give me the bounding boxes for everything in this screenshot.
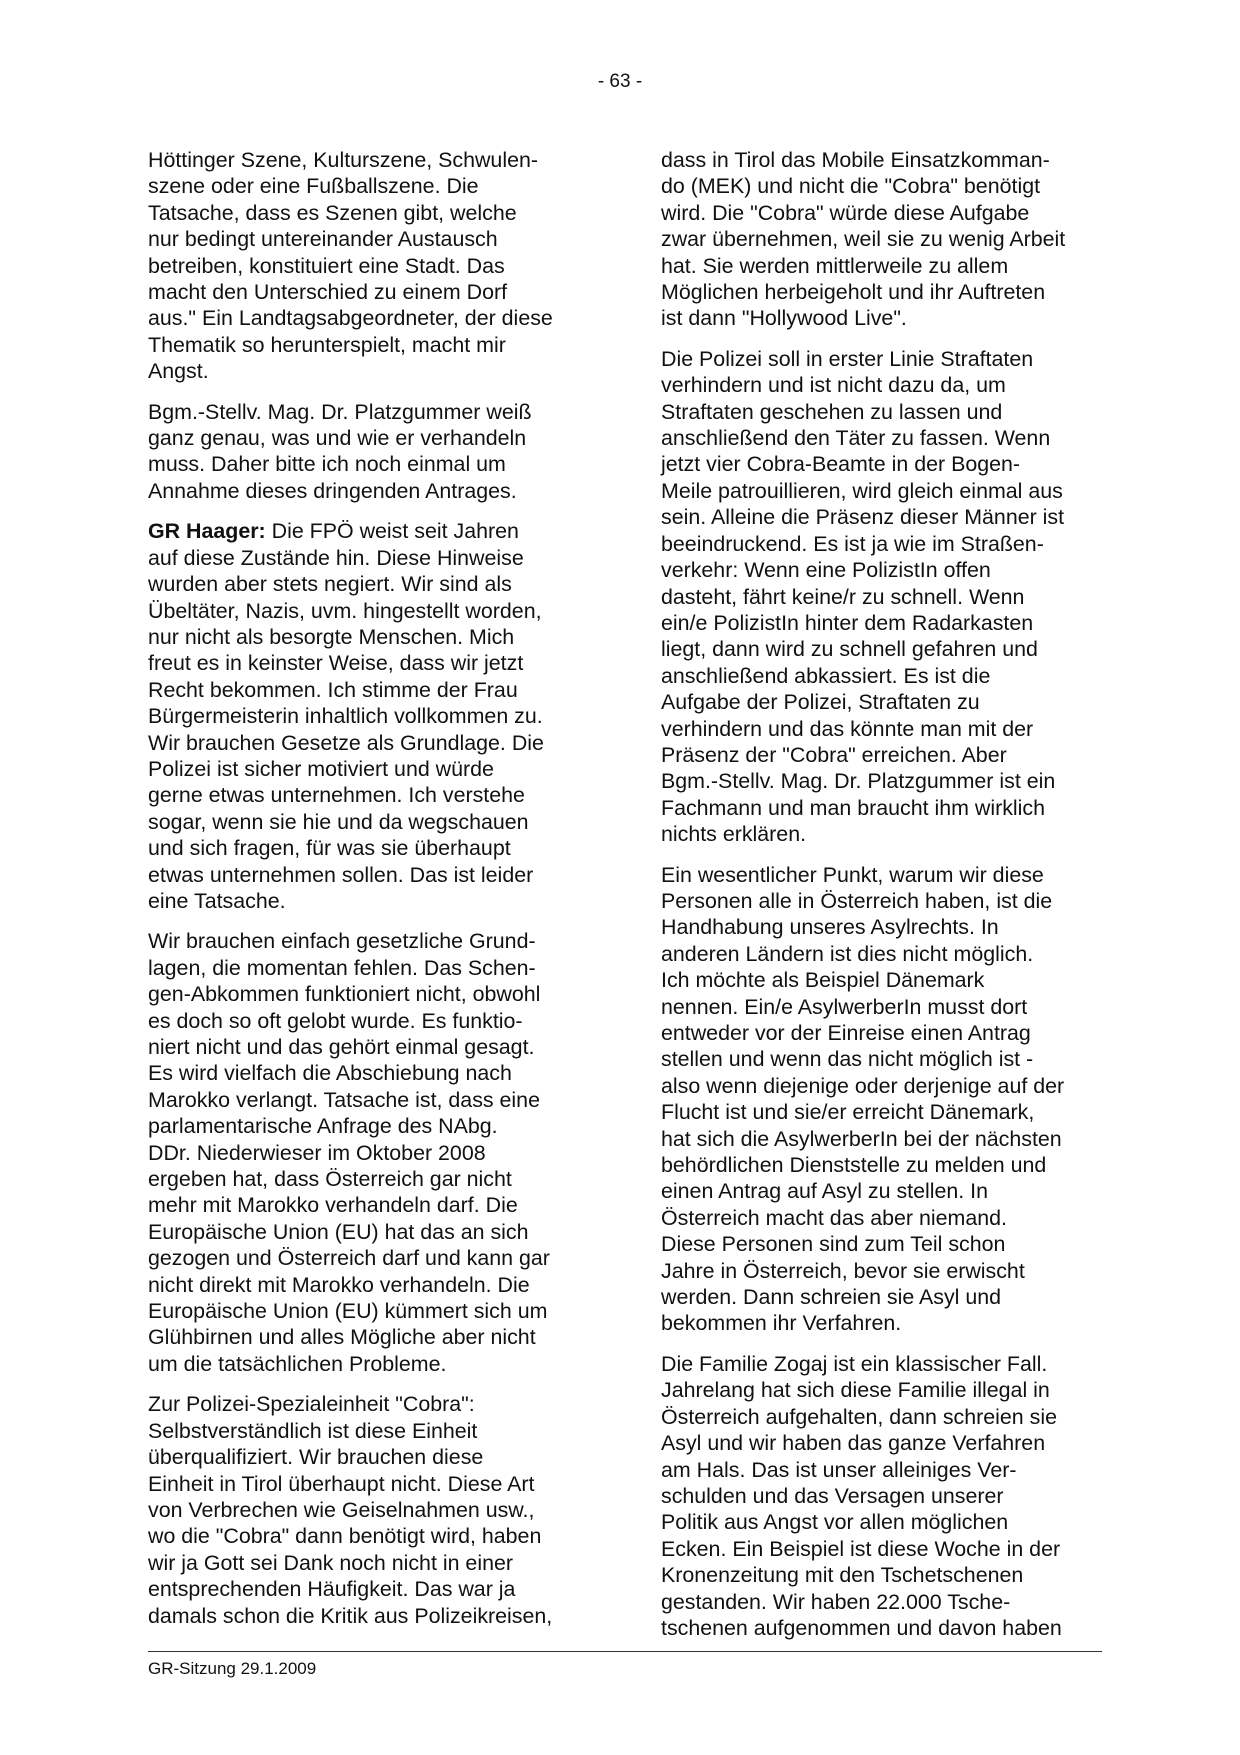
speaker-name: GR Haager:	[148, 519, 266, 544]
text-line: auf diese Zustände hin. Diese Hinweise	[148, 545, 524, 570]
text-line: Bgm.-Stellv. Mag. Dr. Platzgummer weiß	[148, 399, 532, 424]
text-line: anschließend abkassiert. Es ist die	[661, 663, 991, 688]
text-line: anschließend den Täter zu fassen. Wenn	[661, 426, 1051, 451]
text-line: dasteht, fährt keine/r zu schnell. Wenn	[661, 584, 1025, 609]
text-line: Straftaten geschehen zu lassen und	[661, 399, 1003, 424]
text-line: Österreich macht das aber niemand.	[661, 1205, 1007, 1230]
text-line: Ecken. Ein Beispiel ist diese Woche in der	[661, 1536, 1061, 1561]
paragraph	[148, 928, 596, 1377]
text-line: wir ja Gott sei Dank noch nicht in einer	[148, 1550, 513, 1575]
text-line: Europäische Union (EU) hat das an sich	[148, 1219, 529, 1244]
text-line: liegt, dann wird zu schnell gefahren und	[661, 637, 1038, 662]
text-line-rest: Die FPÖ weist seit Jahren	[265, 519, 519, 544]
text-line: stellen und wenn das nicht möglich ist -	[661, 1047, 1034, 1072]
paragraph	[148, 147, 596, 385]
text-line: Diese Personen sind zum Teil schon	[661, 1232, 1006, 1257]
text-line: Meile patrouillieren, wird gleich einmal aus	[661, 478, 1063, 503]
right-column	[661, 147, 1109, 1655]
text-line: wo die "Cobra" dann benötigt wird, haben	[148, 1524, 542, 1549]
text-line: ergeben hat, dass Österreich gar nicht	[148, 1167, 512, 1192]
paragraph	[661, 346, 1109, 848]
text-line: freut es in keinster Weise, dass wir jetzt	[148, 651, 524, 676]
text-line: gezogen und Österreich darf und kann gar	[148, 1246, 550, 1271]
paragraph	[661, 862, 1109, 1337]
text-line: etwas unternehmen sollen. Das ist leider	[148, 862, 534, 887]
text-line: wurden aber stets negiert. Wir sind als	[148, 572, 512, 597]
text-line: betreiben, konstituiert eine Stadt. Das	[148, 253, 505, 278]
text-line: also wenn diejenige oder derjenige auf der	[661, 1073, 1065, 1098]
text-line: einen Antrag auf Asyl zu stellen. In	[661, 1179, 989, 1204]
text-line: Präsenz der "Cobra" erreichen. Aber	[661, 742, 1007, 767]
text-line: entsprechenden Häufigkeit. Das war ja	[148, 1577, 516, 1602]
text-line: ein/e PolizistIn hinter dem Radarkasten	[661, 610, 1034, 635]
text-line: Aufgabe der Polizei, Straftaten zu	[661, 690, 980, 715]
text-line: Asyl und wir haben das ganze Verfahren	[661, 1431, 1046, 1456]
text-line: verkehr: Wenn eine PolizistIn offen	[661, 558, 991, 583]
text-line: Kronenzeitung mit den Tschetschenen	[661, 1563, 1024, 1588]
text-line: und sich fragen, für was sie überhaupt	[148, 836, 511, 861]
text-line: Tatsache, dass es Szenen gibt, welche	[148, 200, 517, 225]
text-line: Flucht ist und sie/er erreicht Dänemark,	[661, 1100, 1035, 1125]
text-line: gerne etwas unternehmen. Ich verstehe	[148, 783, 525, 808]
text-line: hat. Sie werden mittlerweile zu allem	[661, 253, 1009, 278]
text-line: Ich möchte als Beispiel Dänemark	[661, 968, 985, 993]
text-line: Handhabung unseres Asylrechts. In	[661, 915, 999, 940]
text-line: überqualifiziert. Wir brauchen diese	[148, 1445, 484, 1470]
text-line: sogar, wenn sie hie und da wegschauen	[148, 809, 529, 834]
text-line: jetzt vier Cobra-Beamte in der Bogen-	[661, 452, 1021, 477]
text-line: Thematik so herunterspielt, macht mir	[148, 332, 506, 357]
text-line: nichts erklären.	[661, 822, 807, 847]
text-line: nur bedingt untereinander Austausch	[148, 227, 498, 252]
text-line: aus." Ein Landtagsabgeordneter, der diese	[148, 306, 553, 331]
text-line: anderen Ländern ist dies nicht möglich.	[661, 941, 1034, 966]
text-line: eine Tatsache.	[148, 888, 286, 913]
text-line: sein. Alleine die Präsenz dieser Männer ist	[661, 505, 1065, 530]
text-line: Wir brauchen einfach gesetzliche Grund-	[148, 929, 536, 954]
text-line: damals schon die Kritik aus Polizeikreisen,	[148, 1603, 553, 1628]
text-line: Europäische Union (EU) kümmert sich um	[148, 1299, 548, 1324]
text-line: Angst.	[148, 359, 209, 384]
text-line: gestanden. Wir haben 22.000 Tsche-	[661, 1589, 1011, 1614]
text-line: parlamentarische Anfrage des NAbg.	[148, 1114, 498, 1139]
text-line: Recht bekommen. Ich stimme der Frau	[148, 677, 518, 702]
text-line: Polizei ist sicher motiviert und würde	[148, 756, 494, 781]
paragraph	[148, 399, 596, 505]
text-line: Möglichen herbeigeholt und ihr Auftreten	[661, 280, 1046, 305]
text-line: Glühbirnen und alles Mögliche aber nicht	[148, 1325, 536, 1350]
text-line: bekommen ihr Verfahren.	[661, 1311, 902, 1336]
text-line: werden. Dann schreien sie Asyl und	[661, 1285, 1002, 1310]
text-line: hat sich die AsylwerberIn bei der nächsten	[661, 1126, 1062, 1151]
left-column	[148, 147, 596, 1643]
text-line: Jahrelang hat sich diese Familie illegal in	[661, 1378, 1050, 1403]
text-line: mehr mit Marokko verhandeln darf. Die	[148, 1193, 518, 1218]
text-line: verhindern und das könnte man mit der	[661, 716, 1034, 741]
text-line	[148, 518, 596, 544]
text-line: Bürgermeisterin inhaltlich vollkommen zu.	[148, 704, 543, 729]
paragraph	[148, 518, 596, 914]
text-line: nennen. Ein/e AsylwerberIn musst dort	[661, 994, 1028, 1019]
text-line: dass in Tirol das Mobile Einsatzkomman-	[661, 148, 1050, 172]
text-line: Personen alle in Österreich haben, ist die	[661, 888, 1053, 913]
text-line: Selbstverständlich ist diese Einheit	[148, 1418, 478, 1443]
text-line: wird. Die "Cobra" würde diese Aufgabe	[661, 200, 1030, 225]
text-line: behördlichen Dienststelle zu melden und	[661, 1153, 1047, 1178]
text-line: schulden und das Versagen unserer	[661, 1483, 1004, 1508]
paragraph	[661, 147, 1109, 332]
text-line: muss. Daher bitte ich noch einmal um	[148, 452, 506, 477]
text-line: niert nicht und das gehört einmal gesagt.	[148, 1035, 535, 1059]
text-line: Bgm.-Stellv. Mag. Dr. Platzgummer ist ein	[661, 769, 1056, 794]
text-line: szene oder eine Fußballszene. Die	[148, 174, 479, 199]
footer-session-date: GR-Sitzung 29.1.2009	[148, 1659, 317, 1678]
text-line: Die Familie Zogaj ist ein klassischer Fall.	[661, 1351, 1048, 1376]
text-line: Es wird vielfach die Abschiebung nach	[148, 1061, 512, 1086]
text-line: Marokko verlangt. Tatsache ist, dass eine	[148, 1087, 540, 1112]
text-line: Höttinger Szene, Kulturszene, Schwulen-	[148, 148, 538, 172]
text-line: von Verbrechen wie Geiselnahmen usw.,	[148, 1497, 535, 1522]
text-line: Einheit in Tirol überhaupt nicht. Diese Art	[148, 1471, 535, 1496]
text-line: Annahme dieses dringenden Antrages.	[148, 478, 517, 503]
text-line: Zur Polizei-Spezialeinheit "Cobra":	[148, 1392, 475, 1417]
paragraph	[148, 1391, 596, 1629]
text-line: Ein wesentlicher Punkt, warum wir diese	[661, 862, 1044, 887]
text-line: DDr. Niederwieser im Oktober 2008	[148, 1140, 486, 1165]
footer-divider	[148, 1651, 1102, 1652]
text-line: zwar übernehmen, weil sie zu wenig Arbeit	[661, 227, 1066, 252]
text-line: Fachmann und man braucht ihm wirklich	[661, 795, 1046, 820]
text-line: Politik aus Angst vor allen möglichen	[661, 1510, 1009, 1535]
text-line: gen-Abkommen funktioniert nicht, obwohl	[148, 982, 541, 1007]
text-line: ganz genau, was und wie er verhandeln	[148, 426, 527, 451]
text-line: ist dann "Hollywood Live".	[661, 306, 907, 331]
text-line: macht den Unterschied zu einem Dorf	[148, 280, 508, 305]
text-line: nicht direkt mit Marokko verhandeln. Die	[148, 1272, 530, 1297]
text-line: Wir brauchen Gesetze als Grundlage. Die	[148, 730, 544, 755]
text-line: Österreich aufgehalten, dann schreien sie	[661, 1404, 1057, 1429]
text-line: tschenen aufgenommen und davon haben	[661, 1615, 1062, 1640]
page-number: - 63 -	[597, 71, 643, 92]
text-line: beeindruckend. Es ist ja wie im Straßen-	[661, 531, 1044, 556]
paragraph	[661, 1351, 1109, 1641]
text-line: entweder vor der Einreise einen Antrag	[661, 1021, 1031, 1045]
text-line: nur nicht als besorgte Menschen. Mich	[148, 624, 515, 649]
text-line: verhindern und ist nicht dazu da, um	[661, 373, 1006, 398]
text-line: Jahre in Österreich, bevor sie erwischt	[661, 1258, 1025, 1283]
text-line: am Hals. Das ist unser alleiniges Ver-	[661, 1457, 1017, 1482]
text-line: um die tatsächlichen Probleme.	[148, 1351, 447, 1376]
text-line: Übeltäter, Nazis, uvm. hingestellt worden,	[148, 598, 542, 623]
text-line: Die Polizei soll in erster Linie Straftaten	[661, 346, 1034, 371]
text-line: es doch so oft gelobt wurde. Es funktio-	[148, 1008, 523, 1033]
text-line: lagen, die momentan fehlen. Das Schen-	[148, 955, 536, 980]
text-line: do (MEK) und nicht die "Cobra" benötigt	[661, 174, 1041, 199]
